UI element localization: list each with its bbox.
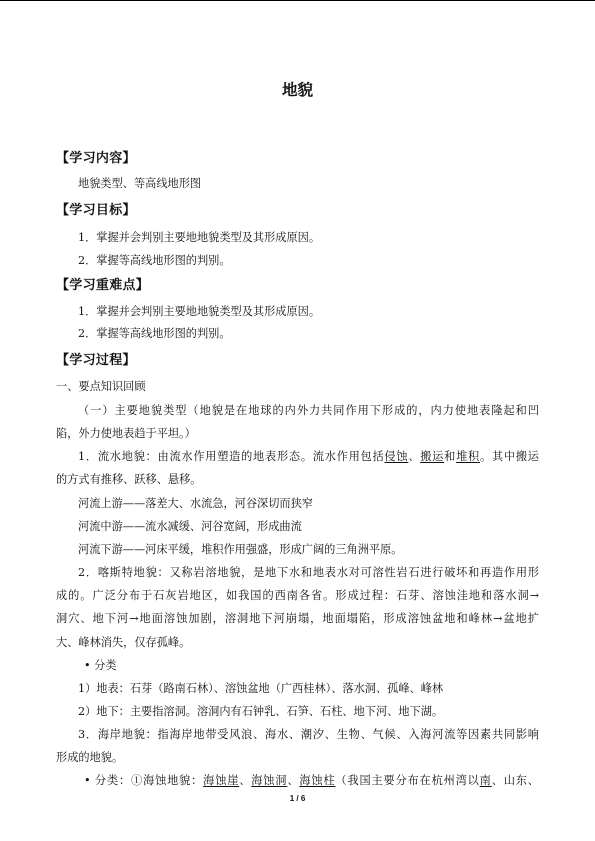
body-line: 洞穴、地下河→地面溶蚀加剧，溶洞地下河崩塌，地面塌陷，形成溶蚀盆地和峰林→盆地扩 <box>56 612 539 625</box>
heading-content: 【学习内容】 <box>56 151 136 166</box>
term-sea-stack: 海蚀柱 <box>299 774 336 787</box>
body-line: 一、要点知识回顾 <box>56 380 146 393</box>
body-line: 河流上游——落差大、水流急，河谷深切而狭窄 <box>78 497 313 510</box>
body-line: 3．海岸地貌：指海岸地带受风浪、海水、潮汐、生物、气候、入海河流等因素共同影响 <box>78 728 539 741</box>
goal-item-2: 2．掌握等高线地形图的判别。 <box>78 254 231 267</box>
body-line: • 分类：①海蚀地貌：海蚀崖、海蚀洞、海蚀柱（我国主要分布在杭州湾以南、山东、 <box>84 774 539 787</box>
term-erosion: 侵蚀 <box>384 450 409 463</box>
term-sea-cliff: 海蚀崖 <box>203 774 240 787</box>
body-line: 河流中游——流水减缓、河谷宽阔，形成曲流 <box>78 520 302 533</box>
heading-process: 【学习过程】 <box>56 353 136 368</box>
key-item-2: 2．掌握等高线地形图的判别。 <box>78 327 231 340</box>
page-number: 1 / 6 <box>289 794 306 803</box>
content-text: 地貌类型、等高线地形图 <box>78 177 202 190</box>
body-line: 的方式有推移、跃移、悬移。 <box>56 473 202 486</box>
bullet-classification: • 分类 <box>84 659 117 672</box>
body-line: 大、峰林消失，仅存孤峰。 <box>56 636 191 649</box>
body-line: 2）地下：主要指溶洞。溶洞内有石钟乳、石笋、石柱、地下河、地下湖。 <box>78 705 444 718</box>
body-line: 成的。广泛分布于石灰岩地区，如我国的西南各省。形成过程：石芽、溶蚀洼地和落水洞→ <box>56 589 539 602</box>
body-line: 2．喀斯特地貌：又称岩溶地貌，是地下水和地表水对可溶性岩石进行破坏和再造作用形 <box>78 566 539 579</box>
goal-item-1: 1．掌握并会判别主要地地貌类型及其形成原因。 <box>78 231 321 244</box>
top-border <box>0 0 595 1</box>
body-line: （一）主要地貌类型（地貌是在地球的内外力共同作用下形成的，内力使地表隆起和凹 <box>78 404 539 417</box>
heading-key: 【学习重难点】 <box>56 278 150 293</box>
term-transport: 搬运 <box>420 450 445 463</box>
term-deposition: 堆积 <box>456 450 480 463</box>
body-line: 河流下游——河床平缓，堆积作用强盛，形成广阔的三角洲平原。 <box>78 543 403 556</box>
heading-goal: 【学习目标】 <box>56 203 136 218</box>
key-item-1: 1．掌握并会判别主要地地貌类型及其形成原因。 <box>78 305 321 318</box>
term-sea-cave: 海蚀洞 <box>251 774 288 787</box>
body-line: 1．流水地貌：由流水作用塑造的地表形态。流水作用包括侵蚀、搬运和堆积。其中搬运 <box>78 450 539 463</box>
page-title: 地貌 <box>281 81 313 99</box>
term-south: 南 <box>479 774 492 787</box>
body-line: 1）地表：石芽（路南石林）、溶蚀盆地（广西桂林）、落水洞、孤峰、峰林 <box>78 682 444 695</box>
body-line: 形成的地貌。 <box>56 751 124 764</box>
body-line: 陷，外力使地表趋于平坦。） <box>56 427 196 440</box>
